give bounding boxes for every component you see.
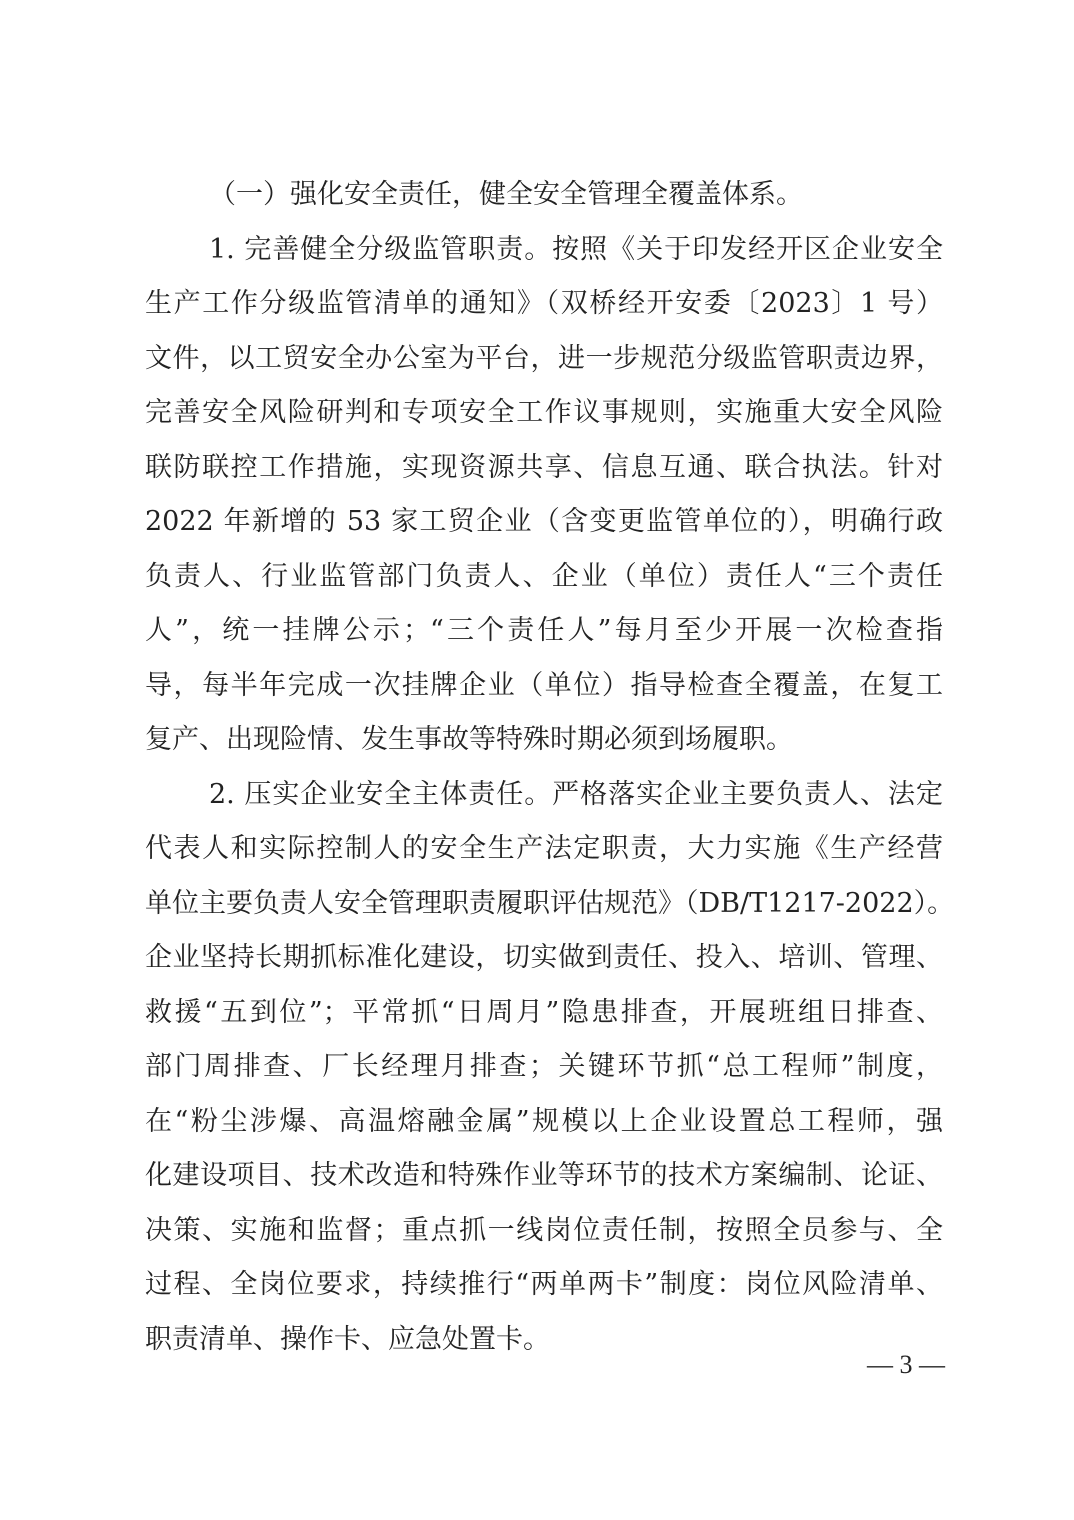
- paragraph-2-line: 2. 压实企业安全主体责任。严格落实企业主要负责人、法定: [209, 778, 943, 810]
- paragraph-2-line: 在“粉尘涉爆、高温熔融金属”规模以上企业设置总工程师，强: [145, 1105, 943, 1137]
- paragraph-1-line: 导，每半年完成一次挂牌企业（单位）指导检查全覆盖，在复工: [145, 669, 943, 701]
- paragraph-2-line: 救援“五到位”；平常抓“日周月”隐患排查，开展班组日排查、: [145, 996, 943, 1028]
- paragraph-1-line: 复产、出现险情、发生事故等特殊时期必须到场履职。: [145, 724, 793, 755]
- paragraph-1-line: 2022 年新增的 53 家工贸企业（含变更监管单位的），明确行政: [145, 506, 943, 537]
- paragraph-2-line: 企业坚持长期抓标准化建设，切实做到责任、投入、培训、管理、: [145, 942, 943, 973]
- paragraph-2-line: 代表人和实际控制人的安全生产法定职责，大力实施《生产经营: [145, 833, 943, 864]
- document-body: [145, 168, 955, 1367]
- section-heading: （一）强化安全责任，健全安全管理全覆盖体系。: [209, 179, 803, 210]
- paragraph-1-line: 负责人、行业监管部门负责人、企业（单位）责任人“三个责任: [145, 560, 943, 592]
- paragraph-1-line: 生产工作分级监管清单的通知》（双桥经开安委〔2023〕1 号）: [145, 288, 943, 319]
- paragraph-2-line: 决策、实施和监督；重点抓一线岗位责任制，按照全员参与、全: [145, 1214, 943, 1246]
- paragraph-1-line: 1. 完善健全分级监管职责。按照《关于印发经开区企业安全: [209, 233, 943, 265]
- paragraph-2-line: 化建设项目、技术改造和特殊作业等环节的技术方案编制、论证、: [145, 1160, 943, 1191]
- paragraph-1-line: 文件，以工贸安全办公室为平台，进一步规范分级监管职责边界，: [145, 342, 943, 374]
- paragraph-1-line: 人”，统一挂牌公示；“三个责任人”每月至少开展一次检查指: [145, 615, 943, 646]
- paragraph-1-line: 完善安全风险研判和专项安全工作议事规则，实施重大安全风险: [145, 397, 943, 428]
- paragraph-2-line: 职责清单、操作卡、应急处置卡。: [145, 1323, 550, 1355]
- paragraph-2-line: 单位主要负责人安全管理职责履职评估规范》（DB/T1217-2022）。: [145, 887, 955, 919]
- paragraph-1-line: 联防联控工作措施，实现资源共享、信息互通、联合执法。针对: [145, 451, 943, 483]
- page-number: — 3 —: [867, 1350, 945, 1379]
- paragraph-2-line: 过程、全岗位要求，持续推行“两单两卡”制度：岗位风险清单、: [145, 1269, 943, 1300]
- paragraph-2-line: 部门周排查、厂长经理月排查；关键环节抓“总工程师”制度，: [145, 1051, 943, 1082]
